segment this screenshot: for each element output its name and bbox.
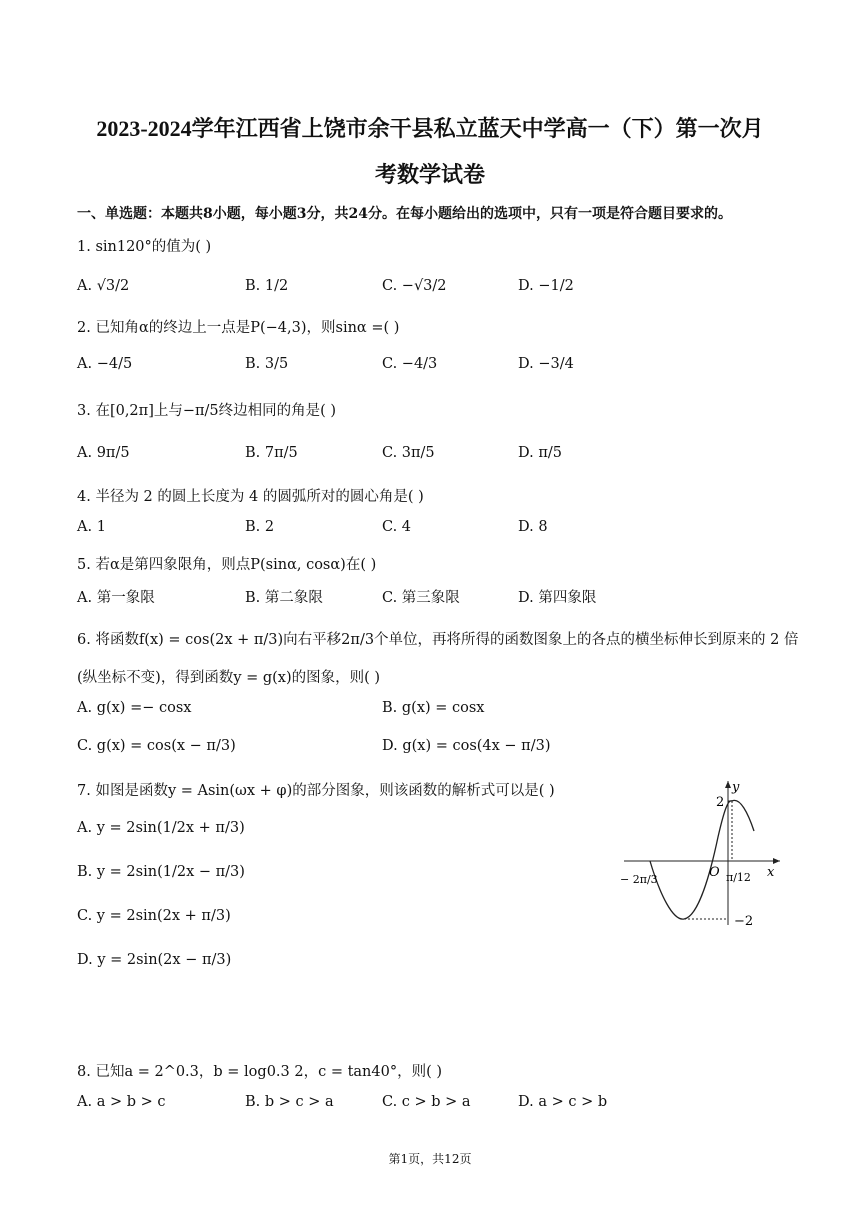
q5-option-b: B. 第二象限 xyxy=(245,590,323,606)
q3-option-d: D. π/5 xyxy=(518,445,562,461)
q1-option-d: D. −1/2 xyxy=(518,278,574,294)
q2-option-d: D. −3/4 xyxy=(518,356,574,372)
y-axis-label: y xyxy=(732,780,740,795)
q2-option-b: B. 3/5 xyxy=(245,356,289,372)
y-max-label: 2 xyxy=(716,795,725,810)
q7-function-graph xyxy=(618,775,788,935)
q7-option-d: D. y = 2sin(2x − π/3) xyxy=(77,952,232,968)
q8-option-b: B. b > c > a xyxy=(245,1094,334,1110)
y-min-label: −2 xyxy=(734,914,754,929)
q5-option-d: D. 第四象限 xyxy=(518,590,597,606)
question-3-stem: 3. 在[0,2π]上与−π/5终边相同的角是( ) xyxy=(77,403,337,419)
q4-option-c: C. 4 xyxy=(382,519,412,535)
q1-option-c: C. −√3/2 xyxy=(382,278,447,294)
question-6-stem-line2: (纵坐标不变)，得到函数y = g(x)的图象，则( ) xyxy=(77,670,381,686)
question-6-stem: 6. 将函数f(x) = cos(2x + π/3)向右平移2π/3个单位，再将所得的函数图象上的各点的横坐标伸长到原来的 2 倍 xyxy=(77,632,799,648)
q6-option-b: B. g(x) = cosx xyxy=(382,700,485,716)
q8-option-a: A. a > b > c xyxy=(77,1094,166,1110)
q5-option-a: A. 第一象限 xyxy=(77,590,155,606)
q4-option-a: A. 1 xyxy=(77,519,106,535)
q8-option-d: D. a > c > b xyxy=(518,1094,608,1110)
q4-option-d: D. 8 xyxy=(518,519,548,535)
q6-option-d: D. g(x) = cos(4x − π/3) xyxy=(382,738,551,754)
question-1-stem: 1. sin120°的值为( ) xyxy=(77,239,212,255)
page-title: 2023-2024学年江西省上饶市余干县私立蓝天中学高一（下）第一次月 xyxy=(96,116,764,141)
q1-option-a: A. √3/2 xyxy=(77,278,130,294)
section-heading: 一、单选题：本题共8小题，每小题3分，共24分。在每小题给出的选项中，只有一项是符合题目要求的。 xyxy=(77,206,732,222)
page-title-line2: 考数学试卷 xyxy=(374,162,485,187)
question-2-stem: 2. 已知角α的终边上一点是P(−4,3)，则sinα =( ) xyxy=(77,320,400,336)
origin-label: O xyxy=(709,865,720,880)
q6-option-a: A. g(x) =− cosx xyxy=(77,700,192,716)
page-footer: 第1页，共12页 xyxy=(388,1152,472,1166)
question-8-stem: 8. 已知a = 2^0.3，b = log0.3 2，c = tan40°，则( ) xyxy=(77,1064,443,1080)
q7-option-a: A. y = 2sin(1/2x + π/3) xyxy=(77,820,245,836)
question-5-stem: 5. 若α是第四象限角，则点P(sinα, cosα)在( ) xyxy=(77,557,377,573)
q4-option-b: B. 2 xyxy=(245,519,275,535)
q5-option-c: C. 第三象限 xyxy=(382,590,460,606)
question-7-stem: 7. 如图是函数y = Asin(ωx + φ)的部分图象，则该函数的解析式可以是( ) xyxy=(77,783,555,799)
q8-option-c: C. c > b > a xyxy=(382,1094,471,1110)
q2-option-c: C. −4/3 xyxy=(382,356,438,372)
q7-option-c: C. y = 2sin(2x + π/3) xyxy=(77,908,231,924)
x-left-label: − 2π/3 xyxy=(620,873,658,886)
x-axis-label: x xyxy=(767,865,775,880)
sine-curve xyxy=(650,800,754,919)
x-right-label: π/12 xyxy=(726,871,751,884)
y-axis-arrow xyxy=(725,781,731,788)
q6-option-c: C. g(x) = cos(x − π/3) xyxy=(77,738,236,754)
q7-option-b: B. y = 2sin(1/2x − π/3) xyxy=(77,864,245,880)
q2-option-a: A. −4/5 xyxy=(77,356,133,372)
q3-option-c: C. 3π/5 xyxy=(382,445,435,461)
x-axis-arrow xyxy=(773,858,780,864)
q3-option-a: A. 9π/5 xyxy=(77,445,130,461)
q3-option-b: B. 7π/5 xyxy=(245,445,298,461)
q1-option-b: B. 1/2 xyxy=(245,278,289,294)
question-4-stem: 4. 半径为 2 的圆上长度为 4 的圆弧所对的圆心角是( ) xyxy=(77,489,424,505)
